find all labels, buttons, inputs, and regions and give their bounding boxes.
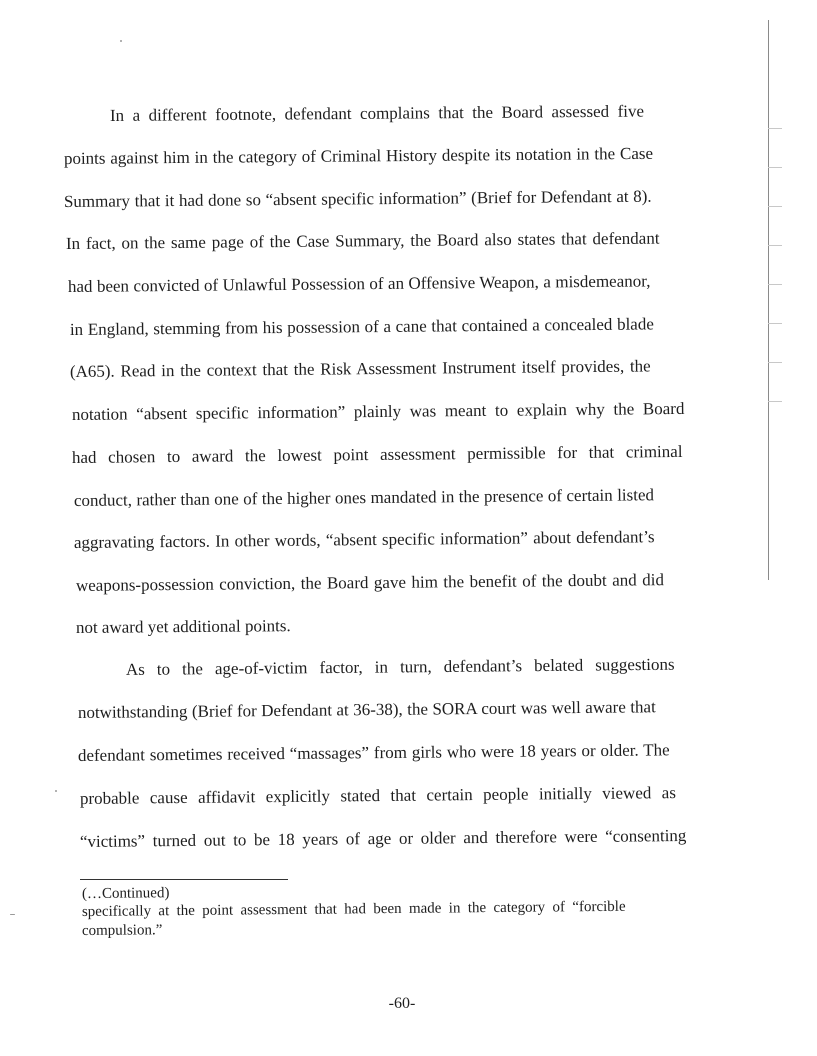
body-line: In fact, on the same page of the Case Summary, the Board also states that defendant — [65, 228, 660, 254]
body-line: notwithstanding (Brief for Defendant at 36-38), the SORA court was well aware that — [77, 697, 656, 723]
page-number: -60- — [388, 995, 416, 1012]
body-line: had chosen to award the lowest point assessment permissible for that criminal — [71, 441, 683, 468]
body-line: not award yet additional points. — [75, 616, 291, 638]
body-line: notation “absent specific information” plainly was meant to explain why the Board — [71, 398, 685, 425]
body-line: probable cause affidavit explicitly stated that certain people initially viewed as — [79, 783, 677, 809]
body-line: As to the age-of-victim factor, in turn, defendant’s belated suggestions — [125, 654, 675, 680]
body-line: (A65). Read in the context that the Risk Assessment Instrument itself provides, the — [69, 356, 651, 382]
footnote-line: compulsion.” — [81, 922, 163, 940]
body-line: weapons-possession conviction, the Board gave him the benefit of the doubt and did — [75, 570, 664, 596]
footnote-line: (…Continued) — [81, 885, 170, 903]
scan-speck — [10, 914, 15, 915]
body-line: in England, stemming from his possession of a cane that contained a concealed blade — [69, 314, 654, 340]
scan-speck — [120, 40, 122, 42]
scan-edge-marks — [768, 90, 782, 410]
body-line: aggravating factors. In other words, “absent specific information” about defendant’s — [73, 527, 655, 553]
footnote-separator — [80, 879, 288, 880]
body-line: defendant sometimes received “massages” from girls who were 18 years or older. The — [77, 740, 670, 766]
body-line: Summary that it had done so “absent specific information” (Brief for Defendant at 8). — [63, 186, 652, 212]
body-line: In a different footnote, defendant complains that the Board assessed five — [109, 101, 645, 126]
footnote-line: specifically at the point assessment that had been made in the category of “forcible — [81, 898, 626, 921]
body-line: conduct, rather than one of the higher ones mandated in the presence of certain listed — [73, 485, 655, 511]
body-line: had been convicted of Unlawful Possession of an Offensive Weapon, a misdemeanor, — [67, 271, 651, 297]
body-line: points against him in the category of Criminal History despite its notation in the Case — [63, 143, 654, 169]
body-line: “victims” turned out to be 18 years of age or older and therefore were “consenting — [79, 825, 687, 852]
scan-speck — [55, 790, 57, 792]
